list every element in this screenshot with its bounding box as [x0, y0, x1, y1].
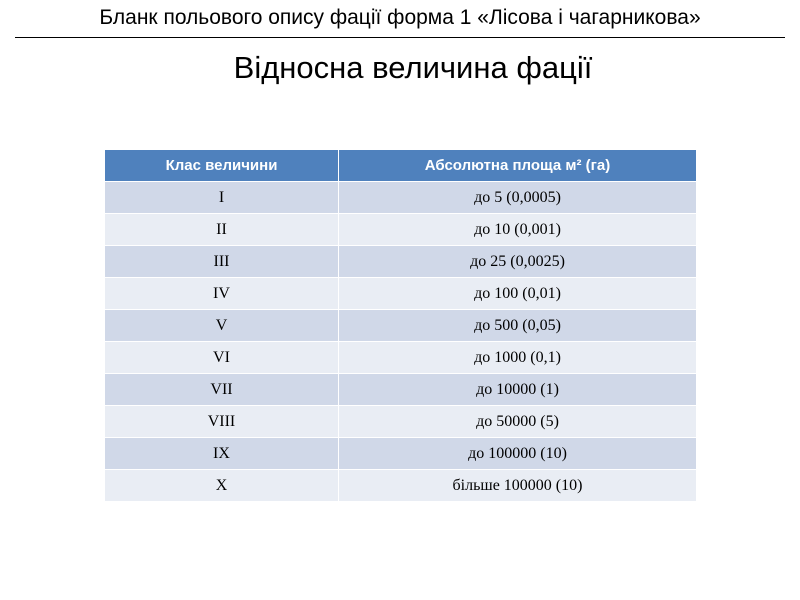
table-row: [105, 246, 697, 278]
table-row: [105, 214, 697, 246]
area-cell: до 5 (0,0005): [339, 182, 697, 214]
column-header-absolute-area: Абсолютна площа м² (га): [339, 150, 697, 182]
size-class-cell: VII: [105, 374, 339, 406]
size-class-cell: X: [105, 470, 339, 502]
size-class-cell: V: [105, 310, 339, 342]
area-cell: до 25 (0,0025): [339, 246, 697, 278]
size-class-cell: VIII: [105, 406, 339, 438]
area-cell: до 500 (0,05): [339, 310, 697, 342]
column-header-size-class: Клас величини: [105, 150, 339, 182]
table-row: [105, 470, 697, 502]
size-class-cell: IV: [105, 278, 339, 310]
header-divider: [15, 37, 785, 38]
size-class-table: [104, 149, 697, 502]
page-title: Відносна величина фації: [233, 50, 593, 85]
area-cell: до 10000 (1): [339, 374, 697, 406]
area-cell: до 100000 (10): [339, 438, 697, 470]
size-class-cell: II: [105, 214, 339, 246]
table-row: [105, 310, 697, 342]
table-row: [105, 278, 697, 310]
form-header-title: Бланк польового опису фації форма 1 «Лісова і чагарникова»: [99, 6, 701, 29]
table-header-row: [105, 150, 697, 182]
area-cell: до 100 (0,01): [339, 278, 697, 310]
area-cell: до 1000 (0,1): [339, 342, 697, 374]
table-row: [105, 406, 697, 438]
table-row: [105, 182, 697, 214]
table-row: [105, 374, 697, 406]
area-cell: до 10 (0,001): [339, 214, 697, 246]
size-class-cell: III: [105, 246, 339, 278]
size-class-cell: VI: [105, 342, 339, 374]
table-row: [105, 342, 697, 374]
size-class-cell: I: [105, 182, 339, 214]
size-class-cell: IX: [105, 438, 339, 470]
area-cell: до 50000 (5): [339, 406, 697, 438]
area-cell: більше 100000 (10): [339, 470, 697, 502]
table-row: [105, 438, 697, 470]
